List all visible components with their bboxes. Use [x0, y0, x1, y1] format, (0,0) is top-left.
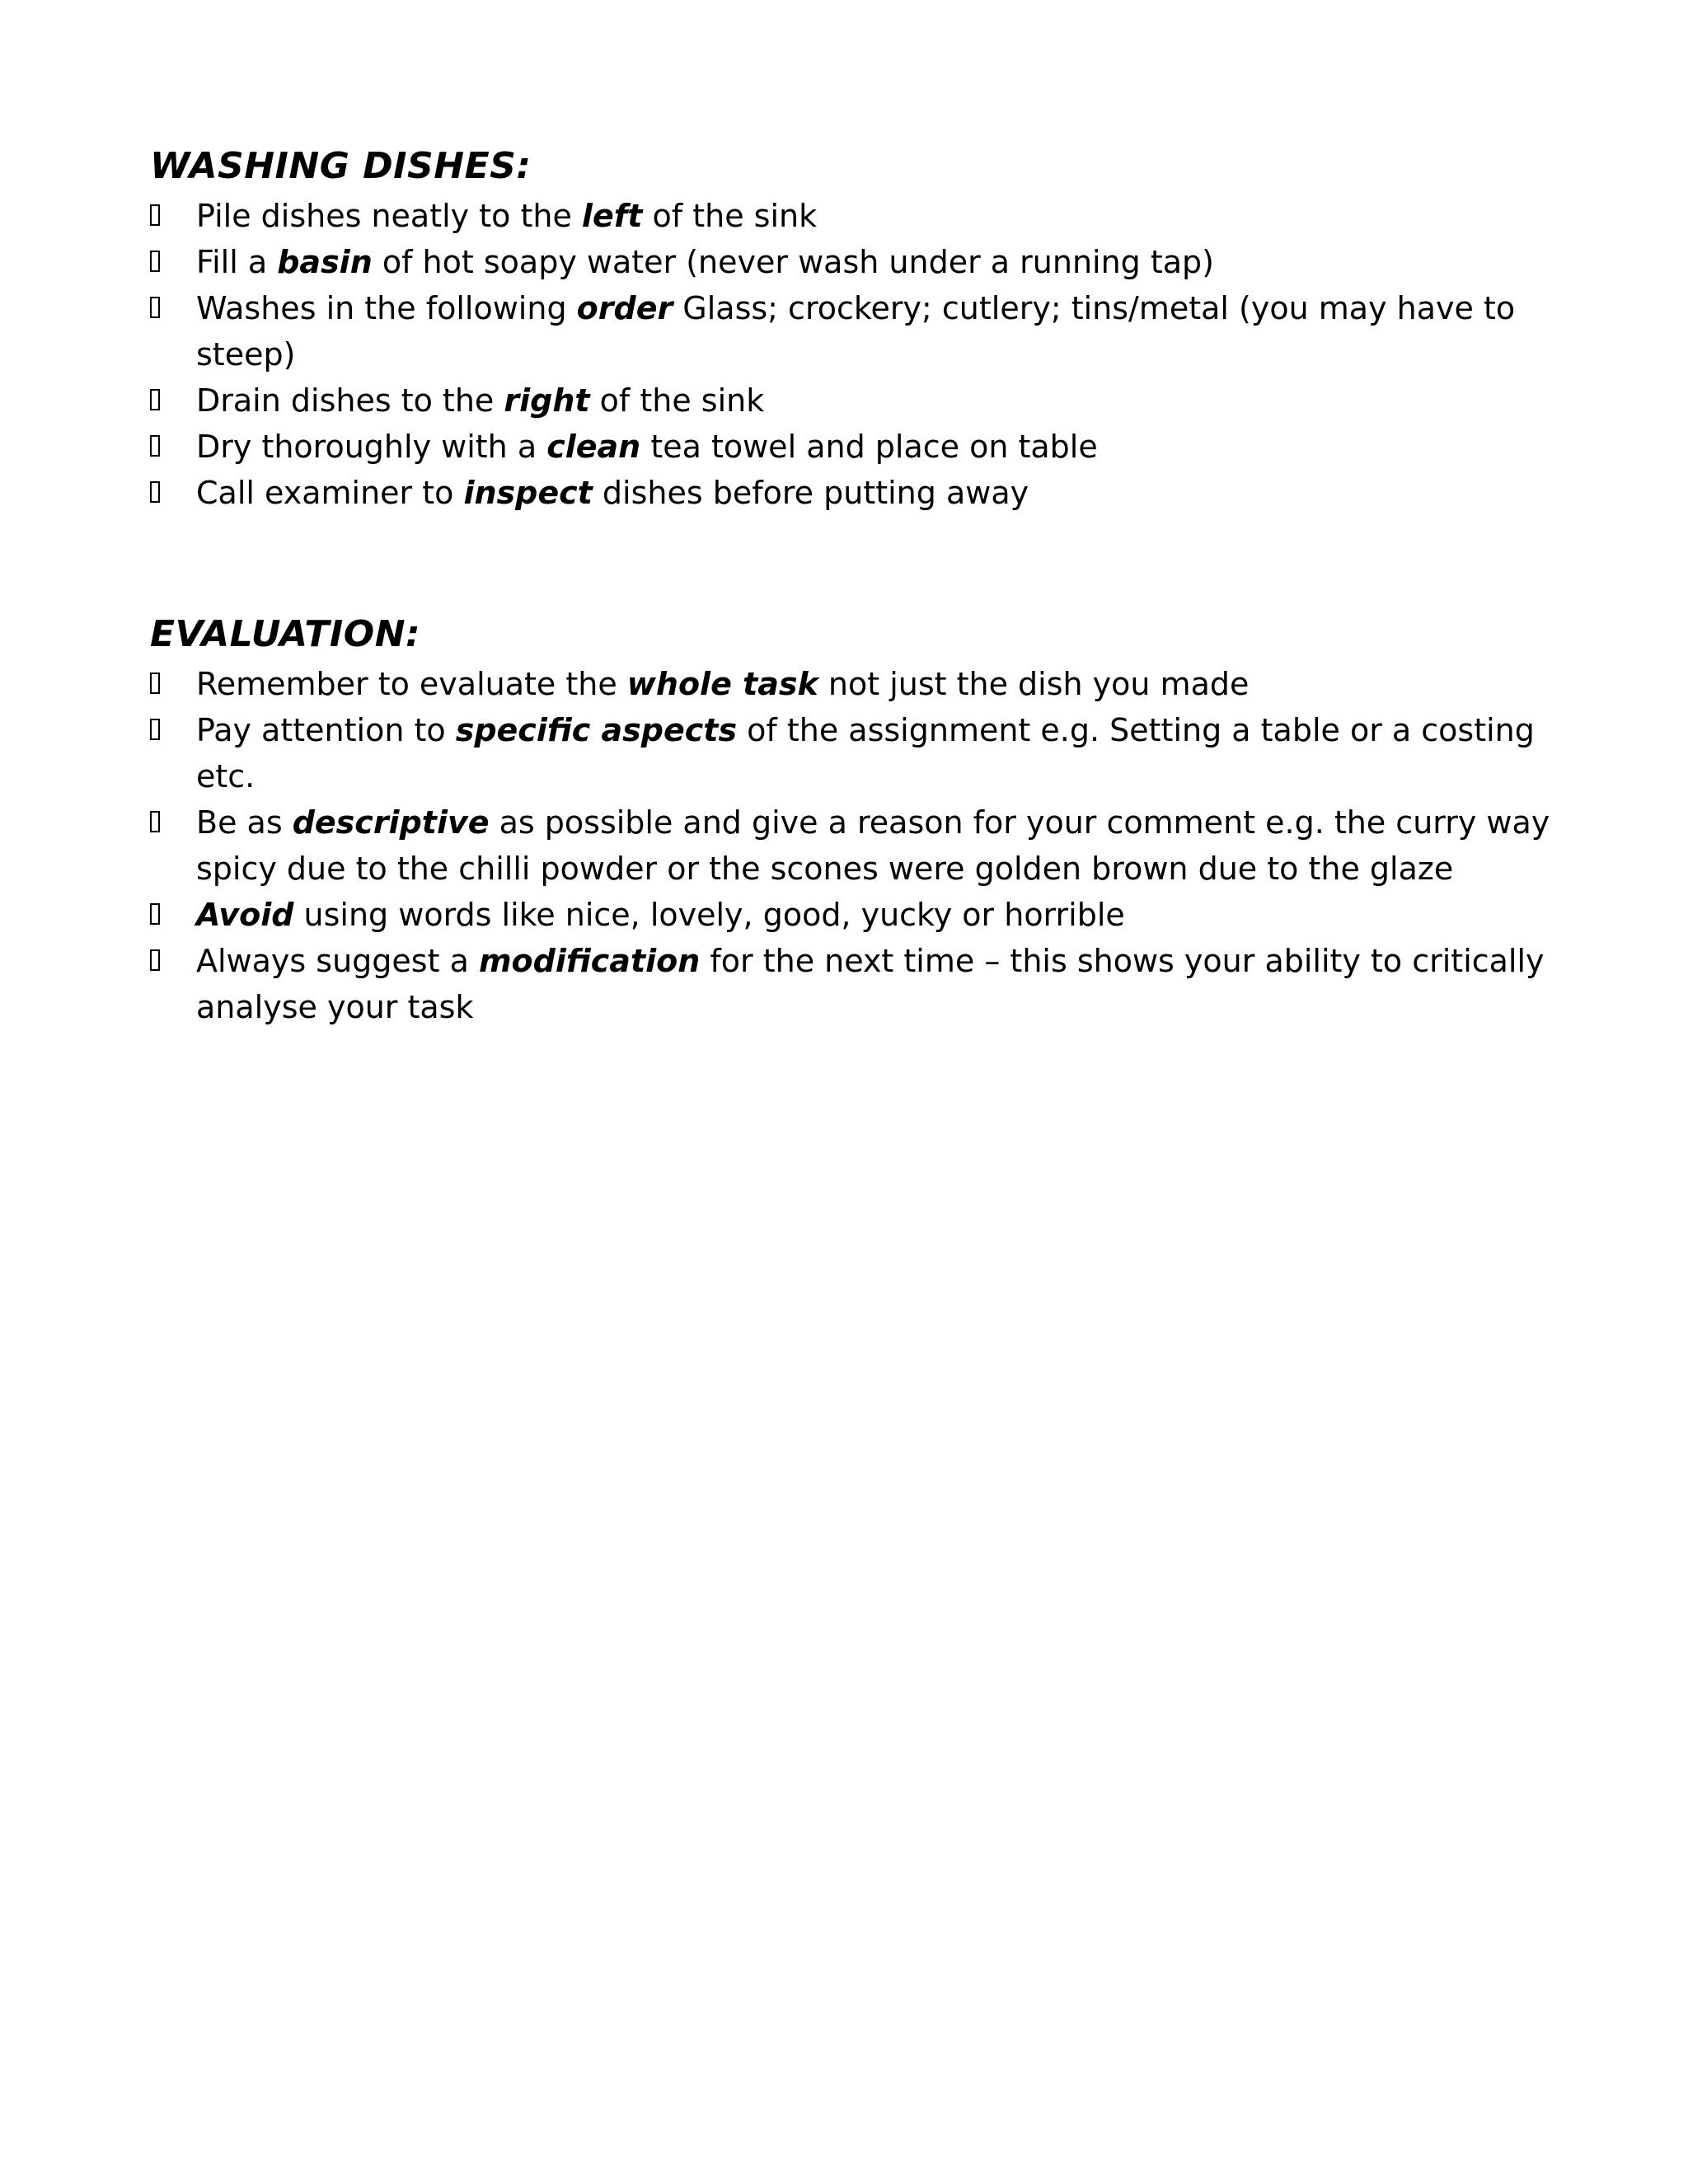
item-text: not just the dish you made: [818, 666, 1250, 702]
item-text: of the sink: [642, 198, 818, 234]
bullet-box-icon: [150, 481, 160, 503]
item-text: of the sink: [589, 382, 765, 419]
bullet-box-icon: [150, 297, 160, 318]
bullet-box-icon: [150, 251, 160, 272]
list-item: [150, 377, 1551, 424]
list-item: [150, 938, 1551, 1030]
list-item: [150, 193, 1551, 239]
evaluation-heading: EVALUATION:: [150, 613, 421, 655]
item-emphasis: Avoid: [196, 897, 294, 933]
item-text: Drain dishes to the: [196, 382, 504, 419]
item-text: as possible and give a reason for your comment e.g. the curry way spicy due to the chilli powder or the scones were golden brown due to the glaze: [196, 804, 1550, 887]
bullet-box-icon: [150, 719, 160, 740]
list-item: [150, 799, 1551, 892]
item-emphasis: clean: [546, 429, 641, 465]
item-text: Call examiner to: [196, 475, 464, 511]
list-item: [150, 707, 1551, 799]
item-emphasis: specific aspects: [455, 712, 738, 748]
item-text: Fill a: [196, 244, 278, 280]
washing-dishes-list: [150, 193, 1551, 516]
item-text: Be as: [196, 804, 293, 841]
list-item: [150, 239, 1551, 285]
item-text: dishes before putting away: [592, 475, 1029, 511]
bullet-box-icon: [150, 903, 160, 925]
item-text: using words like nice, lovely, good, yucky or horrible: [293, 897, 1125, 933]
item-text: Dry thoroughly with a: [196, 429, 547, 465]
item-text: of the assignment e.g. Setting a table or a costing etc.: [196, 712, 1535, 794]
item-emphasis: right: [504, 382, 590, 419]
evaluation-section: [150, 608, 1551, 1030]
bullet-box-icon: [150, 949, 160, 971]
washing-dishes-section: [150, 140, 1551, 516]
item-text: Glass; crockery; cutlery; tins/metal (you may have to steep): [196, 290, 1516, 373]
item-text: of hot soapy water (never wash under a running tap): [372, 244, 1214, 280]
item-text: for the next time – this shows your ability to critically analyse your task: [196, 943, 1545, 1025]
item-emphasis: order: [576, 290, 673, 326]
bullet-box-icon: [150, 204, 160, 226]
item-text: tea towel and place on table: [640, 429, 1098, 465]
item-emphasis: basin: [277, 244, 373, 280]
item-text: Pile dishes neatly to the: [196, 198, 582, 234]
list-item: [150, 661, 1551, 707]
list-item: [150, 470, 1551, 516]
bullet-box-icon: [150, 389, 160, 410]
washing-dishes-heading: WASHING DISHES:: [150, 145, 532, 187]
item-text: Always suggest a: [196, 943, 479, 979]
list-item: [150, 424, 1551, 470]
item-text: Pay attention to: [196, 712, 456, 748]
item-emphasis: inspect: [463, 475, 593, 511]
item-text: Washes in the following: [196, 290, 577, 326]
bullet-box-icon: [150, 811, 160, 832]
item-emphasis: descriptive: [292, 804, 490, 841]
list-item: [150, 892, 1551, 938]
evaluation-list: [150, 661, 1551, 1030]
item-text: Remember to evaluate the: [196, 666, 627, 702]
item-emphasis: left: [581, 198, 643, 234]
item-emphasis: modification: [478, 943, 701, 979]
list-item: [150, 285, 1551, 377]
bullet-box-icon: [150, 435, 160, 457]
bullet-box-icon: [150, 673, 160, 694]
item-emphasis: whole task: [626, 666, 818, 702]
